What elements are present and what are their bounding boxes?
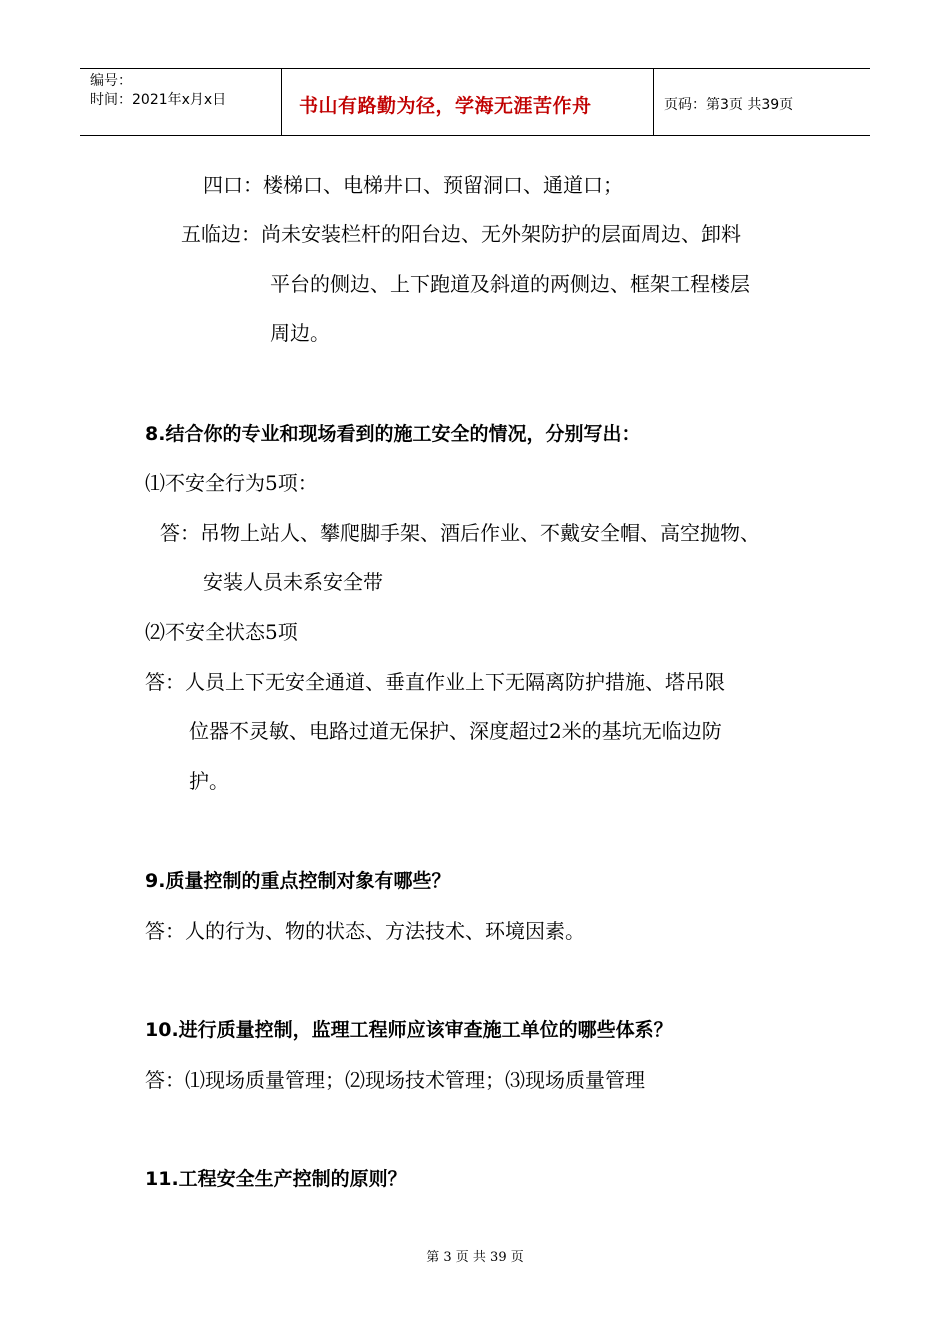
question-8-answer-2-line-2: 位器不灵敏、电路过道无保护、深度超过2米的基坑无临边防 — [189, 719, 722, 743]
header-motto-cell — [282, 69, 654, 135]
question-8-answer-1-line-2: 安装人员未系安全带 — [203, 570, 383, 594]
header-page-cell — [654, 69, 870, 135]
page-footer: 第 3 页 共 39 页 — [426, 1250, 524, 1265]
header-motto: 书山有路勤为径，学海无涯苦作舟 — [299, 95, 592, 117]
five-edges-line-2: 平台的侧边、上下跑道及斜道的两侧边、框架工程楼层 — [270, 272, 750, 296]
document-number-label: 编号： — [90, 73, 132, 89]
header-meta-cell — [80, 69, 282, 135]
question-8-subheading-1: ⑴不安全行为5项： — [145, 471, 318, 495]
header-page-info: 页码：第3页 共39页 — [664, 97, 794, 113]
question-8-answer-2-line-3: 护。 — [189, 769, 229, 793]
page-header — [80, 68, 870, 136]
question-10-heading: 10.进行质量控制，监理工程师应该审查施工单位的哪些体系？ — [145, 1019, 673, 1041]
question-8-heading: 8.结合你的专业和现场看到的施工安全的情况，分别写出： — [145, 423, 641, 445]
question-8-subheading-2: ⑵不安全状态5项 — [145, 620, 298, 644]
four-openings-line: 四口：楼梯口、电梯井口、预留洞口、通道口； — [203, 173, 623, 197]
question-9-answer: 答：人的行为、物的状态、方法技术、环境因素。 — [145, 919, 585, 943]
five-edges-line-3: 周边。 — [270, 321, 330, 345]
question-9-heading: 9.质量控制的重点控制对象有哪些？ — [145, 870, 451, 892]
document-time-label: 时间：2021年x月x日 — [90, 92, 227, 108]
question-10-answer: 答：⑴现场质量管理；⑵现场技术管理；⑶现场质量管理 — [145, 1068, 645, 1092]
question-8-answer-1-line-1: 答：吊物上站人、攀爬脚手架、酒后作业、不戴安全帽、高空抛物、 — [160, 521, 760, 545]
question-11-heading: 11.工程安全生产控制的原则？ — [145, 1168, 407, 1190]
five-edges-line-1: 五临边：尚未安装栏杆的阳台边、无外架防护的层面周边、卸料 — [181, 222, 741, 246]
question-8-answer-2-line-1: 答：人员上下无安全通道、垂直作业上下无隔离防护措施、塔吊限 — [145, 670, 725, 694]
